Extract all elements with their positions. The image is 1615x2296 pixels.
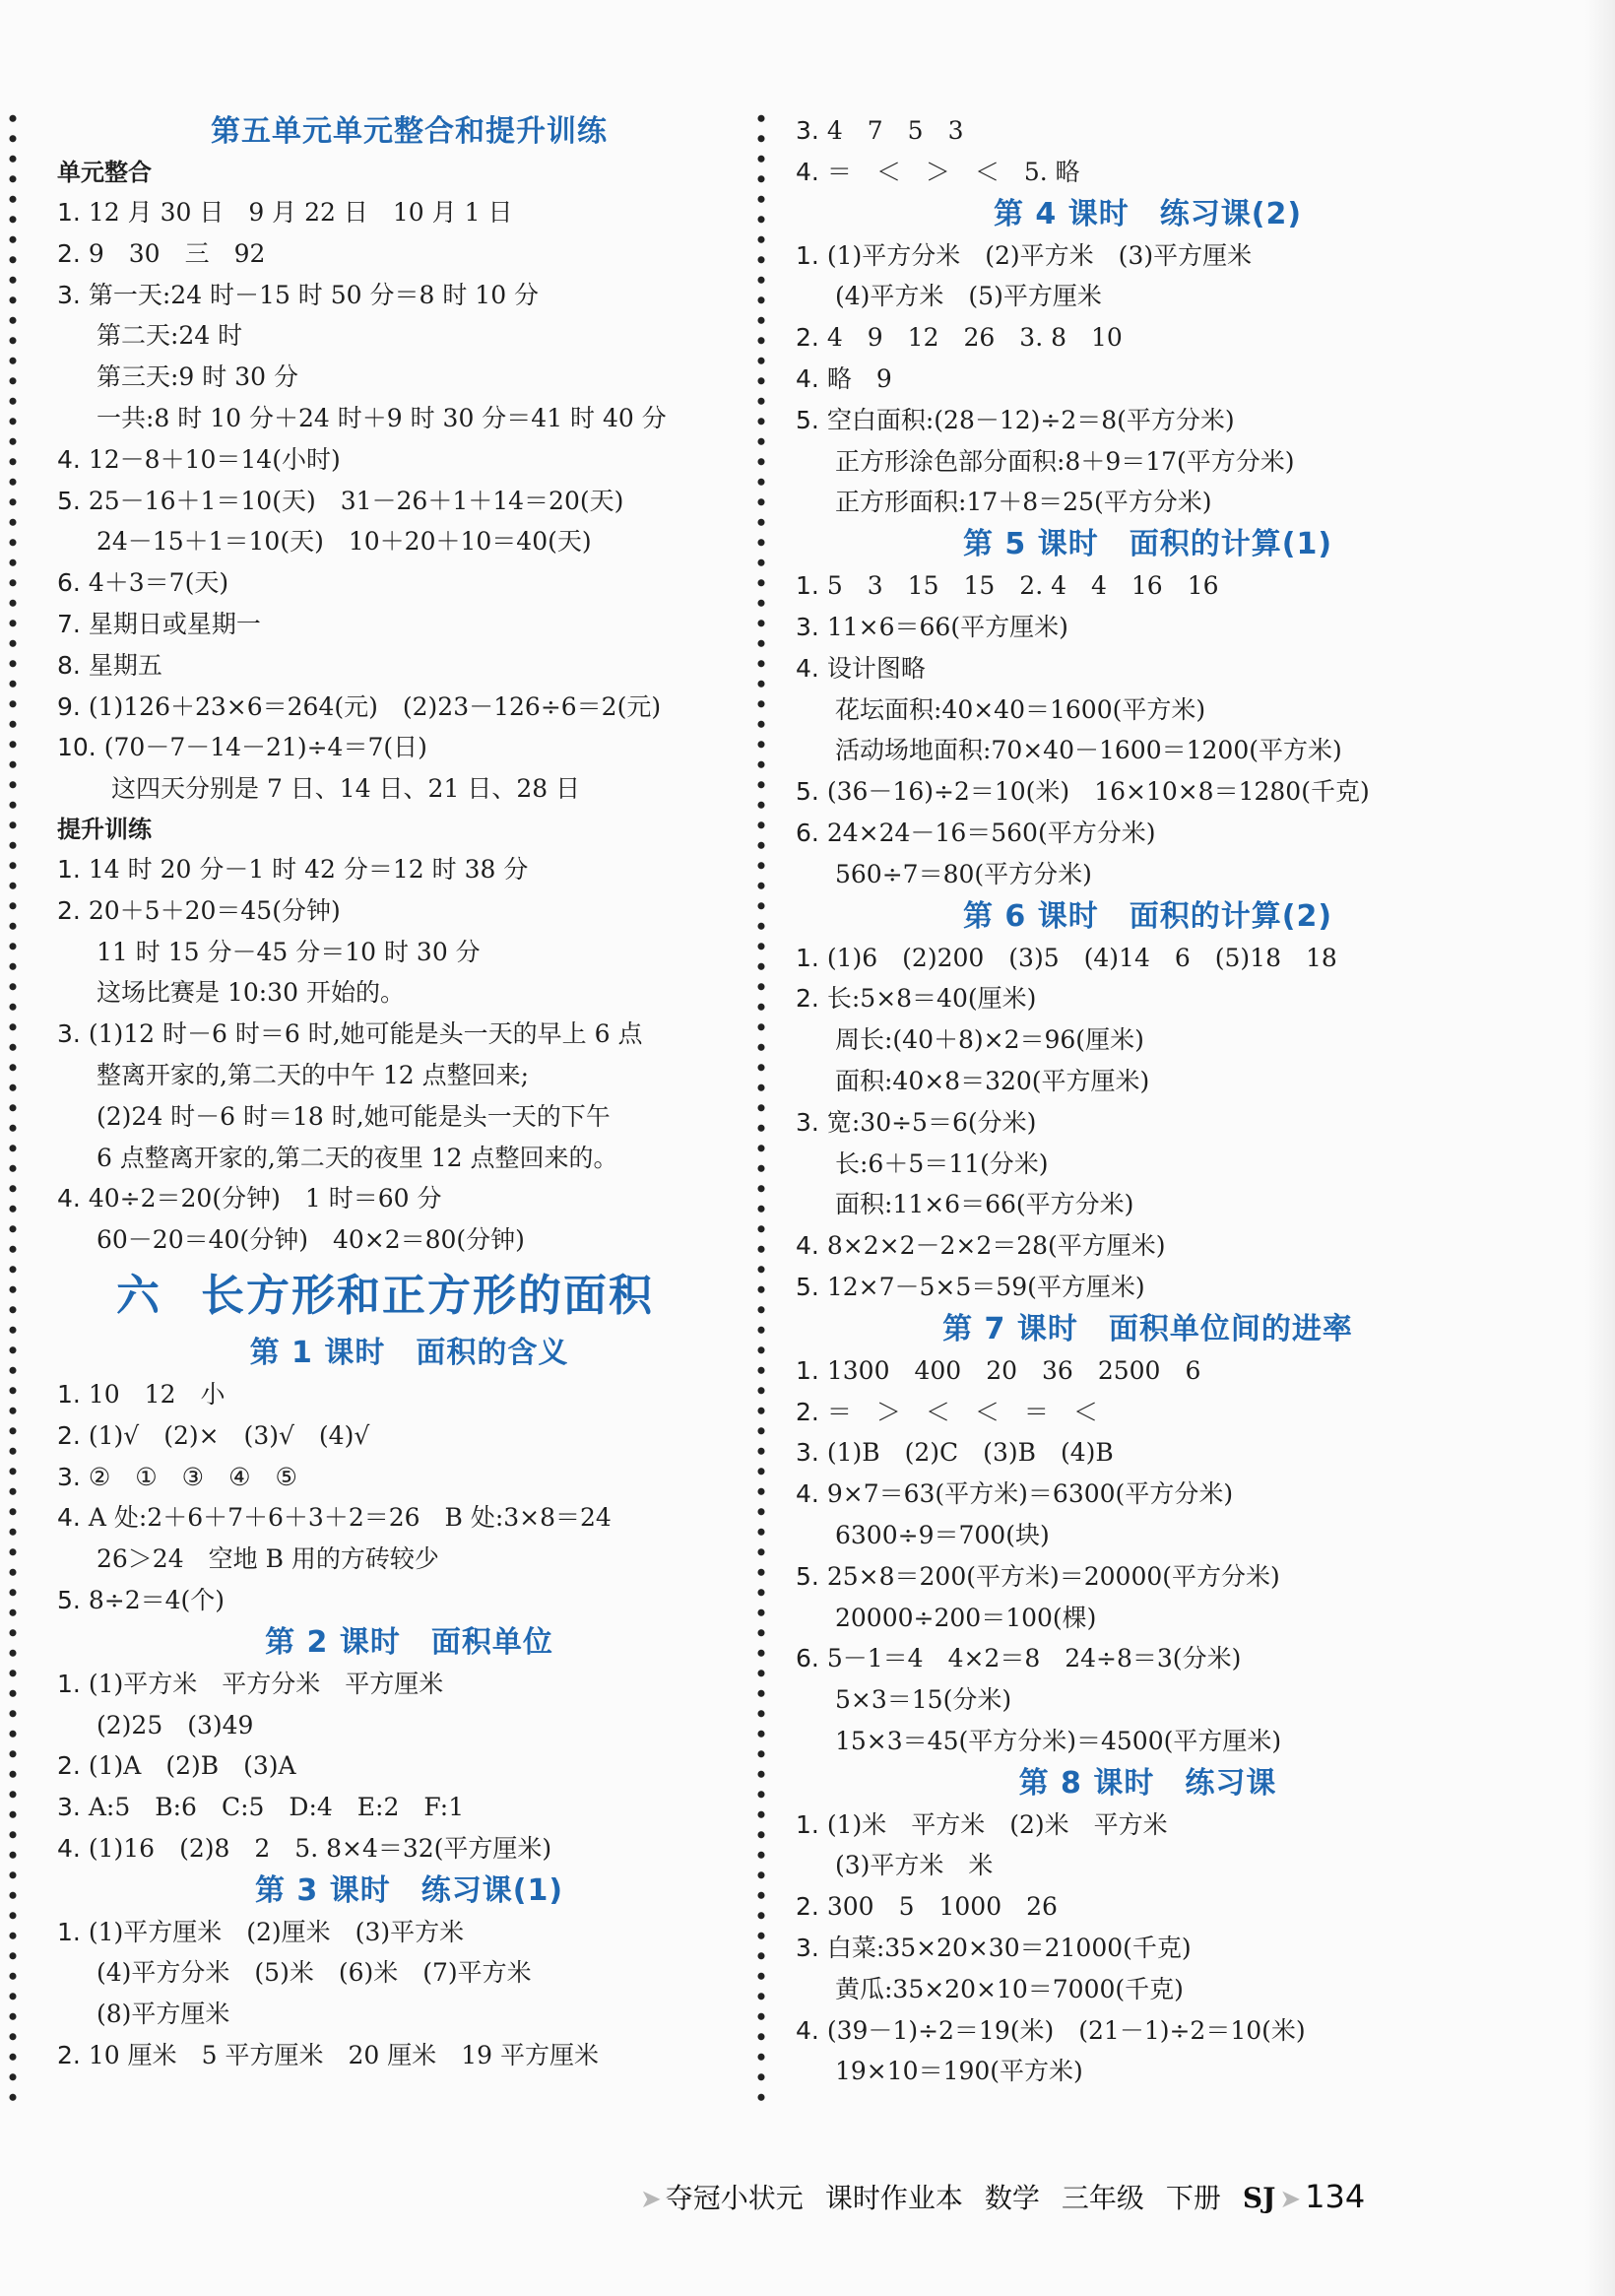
- footer-subject: 数学: [984, 2182, 1040, 2214]
- answer-text: (8)平方厘米: [97, 2000, 230, 2029]
- answer-text: (4)平方米 (5)平方厘米: [835, 282, 1102, 311]
- answer-line: [57, 972, 761, 1014]
- answer-text: ＝ ＞ ＜ ＜ ＝ ＜: [826, 1397, 1098, 1426]
- answer-line: [796, 1679, 1500, 1721]
- answer-line: [57, 1580, 761, 1621]
- question-number: 2.: [57, 238, 81, 268]
- answer-text: (1)√ (2)× (3)√ (4)√: [88, 1420, 370, 1450]
- answer-line: [796, 1474, 1500, 1515]
- answer-text: 第二天:24 时: [97, 321, 243, 351]
- answer-text: (1)126＋23×6＝264(元) (2)23－126÷6＝2(元): [88, 691, 662, 721]
- answer-text: (1)平方厘米 (2)厘米 (3)平方米: [88, 1917, 465, 1946]
- question-number: 1.: [57, 1917, 81, 1946]
- answer-line: [796, 2010, 1500, 2052]
- question-number: 1.: [57, 198, 81, 227]
- answer-line: [57, 1096, 761, 1138]
- answer-line: [796, 565, 1500, 607]
- answer-line: [57, 932, 761, 973]
- answer-line: [796, 482, 1500, 523]
- question-number: 3.: [796, 612, 819, 641]
- answer-line: [57, 604, 761, 645]
- answer-line: [796, 235, 1500, 277]
- question-number: 1.: [57, 1669, 81, 1698]
- answer-line: [57, 1138, 761, 1179]
- answer-line: [57, 1745, 761, 1787]
- answer-text: 白菜:35×20×30＝21000(千克): [826, 1934, 1192, 1963]
- answer-text: 10 厘米 5 平方厘米 20 厘米 19 平方厘米: [88, 2041, 599, 2070]
- answer-line: [57, 1219, 761, 1261]
- question-number: 6.: [57, 568, 81, 598]
- section-heading: 第 4 课时 练习课(2): [993, 196, 1303, 231]
- answer-text: (1)平方米 平方分米 平方厘米: [88, 1669, 444, 1698]
- answer-line: [796, 607, 1500, 648]
- answer-line: [796, 1102, 1500, 1144]
- footer-term: 下册: [1165, 2182, 1221, 2214]
- answer-line: [796, 1267, 1500, 1308]
- question-number: 2.: [796, 984, 819, 1014]
- answer-line: [796, 1019, 1500, 1061]
- answer-line: [796, 276, 1500, 317]
- question-number: 3.: [796, 1107, 819, 1137]
- answer-line: [796, 1845, 1500, 1886]
- answer-line: [57, 1055, 761, 1096]
- question-number: 3.: [57, 280, 81, 309]
- answer-text: 11×6＝66(平方厘米): [826, 612, 1068, 641]
- question-number: 4.: [57, 1184, 81, 1214]
- answer-text: 整离开家的,第二天的中午 12 点整回来;: [97, 1060, 530, 1089]
- answer-text: 4 9 12 26 3. 8 10: [826, 323, 1123, 353]
- answer-text: 25－16＋1＝10(天) 31－26＋1＋14＝20(天): [88, 486, 624, 515]
- answer-text: (36－16)÷2＝10(米) 16×10×8＝1280(千克): [826, 777, 1370, 807]
- question-number: 3.: [57, 1019, 81, 1049]
- answer-text: 25×8＝200(平方米)＝20000(平方分米): [826, 1561, 1280, 1591]
- answer-line: [796, 1061, 1500, 1102]
- question-number: 5.: [796, 1561, 819, 1591]
- answer-line: [57, 1497, 761, 1539]
- footer-brand: 夺冠小状元: [665, 2182, 804, 2214]
- answer-text: 560÷7＝80(平方分米): [835, 859, 1092, 888]
- answer-line: [796, 400, 1500, 441]
- question-number: 5.: [796, 777, 819, 807]
- answer-line: [57, 1014, 761, 1055]
- section-heading: 第 8 课时 练习课: [1018, 1765, 1277, 1801]
- answer-line: [796, 1804, 1500, 1846]
- answer-line: [57, 890, 761, 932]
- answer-text: (1)6 (2)200 (3)5 (4)14 6 (5)18 18: [826, 943, 1337, 972]
- section-heading: 第五单元单元整合和提升训练: [211, 114, 608, 149]
- answer-line: [796, 1144, 1500, 1185]
- question-number: 4.: [796, 1479, 819, 1509]
- answer-text: 星期五: [88, 650, 162, 680]
- answer-text: 周长:(40＋8)×2＝96(厘米): [835, 1025, 1144, 1055]
- answer-line: [796, 1598, 1500, 1639]
- answer-line: [57, 562, 761, 604]
- answer-line: [796, 1392, 1500, 1433]
- answer-line: [796, 152, 1500, 193]
- question-number: 1.: [796, 943, 819, 972]
- answer-text: 面积:40×8＝320(平方厘米): [835, 1066, 1150, 1095]
- right-answer-column: [796, 110, 1500, 2092]
- answer-text: (3)平方米 米: [835, 1851, 994, 1880]
- answer-line: [57, 1539, 761, 1580]
- question-number: 5.: [57, 486, 81, 515]
- answer-line: [796, 938, 1500, 979]
- answer-line: [796, 1721, 1500, 1762]
- answer-text: 略 9: [826, 363, 892, 393]
- answer-text: 设计图略: [826, 653, 926, 683]
- question-number: 3.: [796, 1438, 819, 1468]
- answer-text: A:5 B:6 C:5 D:4 E:2 F:1: [88, 1793, 465, 1822]
- footer-book: 课时作业本: [824, 2182, 963, 2214]
- question-number: 3.: [57, 1462, 81, 1491]
- answer-line: [796, 813, 1500, 854]
- question-number: 1.: [57, 854, 81, 884]
- answer-text: 8÷2＝4(个): [88, 1585, 226, 1614]
- answer-text: 第一天:24 时－15 时 50 分＝8 时 10 分: [88, 280, 540, 309]
- answer-line: [796, 771, 1500, 813]
- answer-text: (2)25 (3)49: [97, 1710, 254, 1739]
- answer-line: [796, 730, 1500, 771]
- section-heading: 第 6 课时 面积的计算(2): [962, 898, 1333, 934]
- answer-line: [796, 359, 1500, 400]
- answer-text: 11 时 15 分－45 分＝10 时 30 分: [97, 937, 481, 966]
- answer-line: [57, 192, 761, 233]
- answer-line: [57, 233, 761, 275]
- answer-line: [57, 1912, 761, 1953]
- answer-text: 40÷2＝20(分钟) 1 时＝60 分: [88, 1184, 442, 1214]
- question-number: 4.: [796, 363, 819, 393]
- answer-text: (2)24 时－6 时＝18 时,她可能是头一天的下午: [97, 1101, 611, 1131]
- answer-text: 12－8＋10＝14(小时): [88, 444, 341, 474]
- answer-line: [796, 978, 1500, 1019]
- section-heading: 第 2 课时 面积单位: [265, 1624, 553, 1660]
- answer-line: [57, 1415, 761, 1457]
- answer-text: (1)12 时－6 时＝6 时,她可能是头一天的早上 6 点: [88, 1019, 643, 1049]
- answer-line: [57, 849, 761, 890]
- answer-line: [796, 2051, 1500, 2092]
- answer-line: [57, 1952, 761, 1994]
- section-heading: 第 3 课时 练习课(1): [254, 1872, 564, 1908]
- answer-text: 空白面积:(28－12)÷2＝8(平方分米): [826, 405, 1235, 434]
- answer-line: [57, 768, 761, 810]
- answer-text: 4＋3＝7(天): [88, 568, 229, 598]
- question-number: 5.: [57, 1585, 81, 1614]
- answer-text: (1)16 (2)8 2 5. 8×4＝32(平方厘米): [88, 1833, 552, 1863]
- question-number: 4.: [796, 1231, 819, 1261]
- answer-text: 24×24－16＝560(平方分米): [826, 818, 1156, 847]
- answer-text: 9 30 三 92: [88, 238, 266, 268]
- section-heading: 第 1 课时 面积的含义: [249, 1335, 569, 1370]
- answer-text: 面积:11×6＝66(平方分米): [835, 1190, 1134, 1219]
- question-number: 4.: [796, 157, 819, 186]
- answer-text: 4 7 5 3: [826, 116, 964, 145]
- answer-line: [57, 1374, 761, 1415]
- answer-text: 星期日或星期一: [88, 609, 261, 638]
- answer-line: [57, 1994, 761, 2035]
- answer-line: [57, 521, 761, 562]
- footer-edition: SJ: [1242, 2182, 1276, 2214]
- answer-line: [796, 1928, 1500, 1969]
- question-number: 7.: [57, 609, 81, 638]
- answer-line: [57, 439, 761, 481]
- question-number: 1.: [796, 240, 819, 270]
- footer-arrow-icon: ➤: [640, 2185, 662, 2214]
- answer-line: [57, 687, 761, 728]
- answer-text: (1)平方分米 (2)平方米 (3)平方厘米: [826, 240, 1253, 270]
- question-number: 6.: [796, 1644, 819, 1673]
- question-number: 2.: [796, 1397, 819, 1426]
- answer-text: 10 12 小: [88, 1379, 226, 1409]
- answer-text: 20000÷200＝100(棵): [835, 1603, 1097, 1632]
- question-number: 3.: [796, 1934, 819, 1963]
- answer-line: [57, 315, 761, 357]
- answer-text: 15×3＝45(平方分米)＝4500(平方厘米): [835, 1726, 1282, 1755]
- answer-line: [57, 1178, 761, 1219]
- answer-text: 9×7＝63(平方米)＝6300(平方分米): [826, 1479, 1234, 1509]
- answer-text: ② ① ③ ④ ⑤: [88, 1462, 297, 1491]
- answer-text: 5 3 15 15 2. 4 4 16 16: [826, 571, 1219, 601]
- answer-text: 一共:8 时 10 分＋24 时＋9 时 30 分＝41 时 40 分: [97, 403, 667, 432]
- answer-line: [796, 689, 1500, 731]
- answer-line: [57, 2035, 761, 2076]
- question-number: 4.: [57, 1833, 81, 1863]
- subsection-heading: 单元整合: [57, 159, 152, 186]
- answer-text: (39－1)÷2＝19(米) (21－1)÷2＝10(米): [826, 2015, 1306, 2045]
- answer-text: 26＞24 空地 B 用的方砖较少: [97, 1544, 439, 1574]
- answer-line: [796, 1350, 1500, 1392]
- chapter-title: [57, 1261, 761, 1332]
- section-heading: 第 7 课时 面积单位间的进率: [942, 1311, 1353, 1346]
- answer-line: [57, 357, 761, 398]
- answer-line: [796, 1184, 1500, 1225]
- answer-text: 黄瓜:35×20×10＝7000(千克): [835, 1974, 1184, 2003]
- question-number: 10.: [57, 733, 97, 762]
- answer-text: 这四天分别是 7 日、14 日、21 日、28 日: [111, 774, 581, 804]
- answer-text: 20＋5＋20＝45(分钟): [88, 895, 341, 925]
- answer-line: [57, 1787, 761, 1828]
- question-number: 4.: [57, 444, 81, 474]
- answer-text: 24－15＋1＝10(天) 10＋20＋10＝40(天): [97, 527, 592, 557]
- chapter-number: 六: [116, 1270, 162, 1321]
- answer-line: [57, 727, 761, 768]
- answer-line: [57, 481, 761, 522]
- question-number: 2.: [57, 895, 81, 925]
- answer-line: [796, 1556, 1500, 1598]
- answer-text: 1300 400 20 36 2500 6: [826, 1355, 1201, 1385]
- chapter-name: 长方形和正方形的面积: [201, 1270, 654, 1321]
- question-number: 8.: [57, 650, 81, 680]
- binding-dots-left: [8, 108, 18, 2108]
- answer-text: 第三天:9 时 30 分: [97, 362, 298, 392]
- answer-text: 5－1＝4 4×2＝8 24÷8＝3(分米): [826, 1644, 1242, 1673]
- footer-arrow-icon: ➤: [1279, 2185, 1302, 2214]
- question-number: 3.: [796, 116, 819, 145]
- answer-text: 300 5 1000 26: [826, 1892, 1058, 1922]
- answer-line: [796, 1969, 1500, 2010]
- answer-line: [796, 648, 1500, 689]
- question-number: 2.: [796, 323, 819, 353]
- question-number: 2.: [796, 1892, 819, 1922]
- question-number: 5.: [796, 1272, 819, 1301]
- section-heading: 第 5 课时 面积的计算(1): [962, 527, 1333, 562]
- question-number: 1.: [796, 571, 819, 601]
- answer-text: 12 月 30 日 9 月 22 日 10 月 1 日: [88, 198, 513, 227]
- answer-text: 5×3＝15(分米): [835, 1685, 1012, 1715]
- question-number: 2.: [57, 1420, 81, 1450]
- answer-text: 正方形面积:17＋8＝25(平方分米): [835, 488, 1212, 517]
- question-number: 5.: [796, 405, 819, 434]
- question-number: 1.: [796, 1809, 819, 1839]
- answer-line: [57, 1705, 761, 1746]
- answer-line: [796, 1432, 1500, 1474]
- question-number: 6.: [796, 818, 819, 847]
- question-number: 4.: [796, 653, 819, 683]
- question-number: 4.: [57, 1503, 81, 1533]
- answer-text: 活动场地面积:70×40－1600＝1200(平方米): [835, 736, 1342, 765]
- question-number: 9.: [57, 691, 81, 721]
- answer-line: [796, 1515, 1500, 1556]
- answer-text: 60－20＝40(分钟) 40×2＝80(分钟): [97, 1225, 525, 1255]
- answer-text: 宽:30÷5＝6(分米): [826, 1107, 1037, 1137]
- answer-text: (70－7－14－21)÷4＝7(日): [103, 733, 427, 762]
- answer-line: [57, 1828, 761, 1870]
- answer-line: [796, 317, 1500, 359]
- answer-text: (4)平方分米 (5)米 (6)米 (7)平方米: [97, 1958, 532, 1988]
- answer-text: 6 点整离开家的,第二天的夜里 12 点整回来的。: [97, 1143, 618, 1172]
- answer-text: 这场比赛是 10:30 开始的。: [97, 978, 405, 1008]
- question-number: 1.: [57, 1379, 81, 1409]
- answer-text: (1)B (2)C (3)B (4)B: [826, 1438, 1114, 1468]
- question-number: 2.: [57, 1751, 81, 1781]
- page-footer: [640, 2175, 1387, 2218]
- answer-line: [796, 854, 1500, 895]
- answer-text: (1)A (2)B (3)A: [88, 1751, 296, 1781]
- answer-line: [796, 1886, 1500, 1928]
- answer-text: 花坛面积:40×40＝1600(平方米): [835, 694, 1206, 724]
- answer-text: 正方形涂色部分面积:8＋9＝17(平方分米): [835, 446, 1295, 476]
- answer-text: 19×10＝190(平方米): [835, 2057, 1083, 2086]
- answer-text: ＝ ＜ ＞ ＜ 5. 略: [826, 157, 1080, 186]
- answer-text: 6300÷9＝700(块): [835, 1520, 1050, 1549]
- question-number: 1.: [796, 1355, 819, 1385]
- answer-text: 14 时 20 分－1 时 42 分＝12 时 38 分: [88, 854, 529, 884]
- answer-line: [57, 275, 761, 316]
- answer-line: [796, 110, 1500, 152]
- question-number: 2.: [57, 2041, 81, 2070]
- subsection-heading: 提升训练: [57, 815, 152, 843]
- question-number: 3.: [57, 1793, 81, 1822]
- answer-line: [57, 1457, 761, 1498]
- page-number: 134: [1305, 2178, 1366, 2215]
- answer-line: [57, 645, 761, 687]
- answer-text: 12×7－5×5＝59(平方厘米): [826, 1272, 1145, 1301]
- answer-text: 长:6＋5＝11(分米): [835, 1148, 1049, 1178]
- answer-text: 长:5×8＝40(厘米): [826, 984, 1037, 1014]
- answer-line: [796, 1638, 1500, 1679]
- footer-grade: 三年级: [1061, 2182, 1144, 2214]
- answer-text: (1)米 平方米 (2)米 平方米: [826, 1809, 1168, 1839]
- answer-line: [57, 398, 761, 439]
- answer-line: [57, 1664, 761, 1705]
- page-edge-shadow: [1585, 0, 1615, 2296]
- left-answer-column: [57, 110, 761, 2076]
- answer-line: [796, 441, 1500, 483]
- answer-line: [796, 1225, 1500, 1267]
- question-number: 4.: [796, 2015, 819, 2045]
- answer-text: A 处:2＋6＋7＋6＋3＋2＝26 B 处:3×8＝24: [88, 1503, 612, 1533]
- answer-text: 8×2×2－2×2＝28(平方厘米): [826, 1231, 1166, 1261]
